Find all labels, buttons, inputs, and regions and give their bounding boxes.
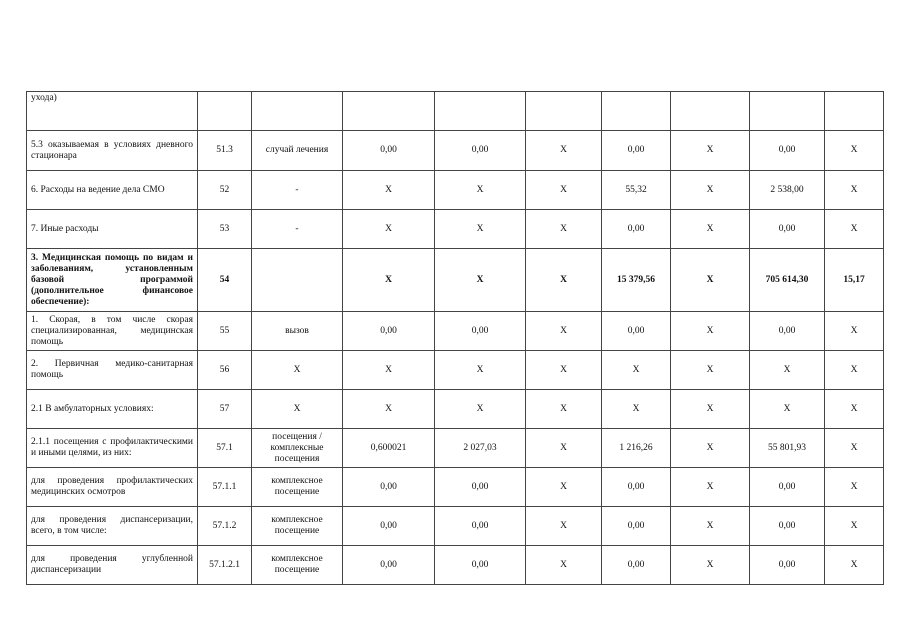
value-cell: 0,00 bbox=[602, 312, 671, 351]
row-number-cell: 56 bbox=[198, 351, 252, 390]
row-name-cell: для проведения углубленной диспансеризации bbox=[27, 546, 198, 585]
row-name-cell: 7. Иные расходы bbox=[27, 210, 198, 249]
value-cell: 2 027,03 bbox=[435, 429, 526, 468]
row-number-cell: 57.1.1 bbox=[198, 468, 252, 507]
value-cell: Х bbox=[671, 390, 750, 429]
value-cell: 0,00 bbox=[750, 546, 825, 585]
unit-cell: - bbox=[252, 210, 343, 249]
value-cell: Х bbox=[526, 351, 602, 390]
value-cell: Х bbox=[825, 468, 884, 507]
unit-cell: - bbox=[252, 171, 343, 210]
table-row bbox=[27, 312, 884, 351]
value-cell: 0,00 bbox=[750, 210, 825, 249]
value-cell: Х bbox=[671, 507, 750, 546]
table-row bbox=[27, 546, 884, 585]
value-cell: Х bbox=[671, 312, 750, 351]
row-name-cell: для проведения диспансеризации, всего, в том числе: bbox=[27, 507, 198, 546]
value-cell: Х bbox=[671, 210, 750, 249]
value-cell: Х bbox=[435, 351, 526, 390]
value-cell: 0,00 bbox=[602, 507, 671, 546]
value-cell: Х bbox=[602, 351, 671, 390]
table-row bbox=[27, 92, 884, 131]
value-cell: Х bbox=[526, 249, 602, 312]
value-cell: Х bbox=[750, 351, 825, 390]
row-number-cell: 57.1.2 bbox=[198, 507, 252, 546]
value-cell: Х bbox=[825, 507, 884, 546]
financing-table bbox=[26, 91, 884, 585]
value-cell bbox=[343, 92, 435, 131]
value-cell: Х bbox=[825, 131, 884, 171]
value-cell bbox=[526, 92, 602, 131]
value-cell: Х bbox=[343, 210, 435, 249]
value-cell bbox=[602, 92, 671, 131]
value-cell: 0,600021 bbox=[343, 429, 435, 468]
value-cell: 2 538,00 bbox=[750, 171, 825, 210]
value-cell: 0,00 bbox=[602, 210, 671, 249]
unit-cell: комплексное посещение bbox=[252, 507, 343, 546]
value-cell: Х bbox=[750, 390, 825, 429]
value-cell: Х bbox=[825, 171, 884, 210]
row-number-cell: 51.3 bbox=[198, 131, 252, 171]
unit-cell: посещения / комплексные посещения bbox=[252, 429, 343, 468]
row-name-cell: для проведения профилактических медицинских осмотров bbox=[27, 468, 198, 507]
value-cell: Х bbox=[671, 546, 750, 585]
value-cell: Х bbox=[526, 312, 602, 351]
row-number-cell: 52 bbox=[198, 171, 252, 210]
value-cell: Х bbox=[343, 390, 435, 429]
value-cell: Х bbox=[825, 546, 884, 585]
value-cell: Х bbox=[526, 429, 602, 468]
value-cell: Х bbox=[671, 429, 750, 468]
value-cell: Х bbox=[343, 249, 435, 312]
row-name-cell: 2.1 В амбулаторных условиях: bbox=[27, 390, 198, 429]
unit-cell bbox=[252, 249, 343, 312]
value-cell: 0,00 bbox=[750, 312, 825, 351]
unit-cell bbox=[252, 92, 343, 131]
row-number-cell: 54 bbox=[198, 249, 252, 312]
row-name-cell: 2.1.1 посещения с профилактическими и иными целями, из них: bbox=[27, 429, 198, 468]
value-cell: 0,00 bbox=[602, 468, 671, 507]
value-cell: Х bbox=[435, 171, 526, 210]
table-row bbox=[27, 507, 884, 546]
row-name-cell: 1. Скорая, в том числе скорая специализированная, медицинская помощь bbox=[27, 312, 198, 351]
table-row bbox=[27, 429, 884, 468]
value-cell bbox=[671, 92, 750, 131]
row-number-cell: 53 bbox=[198, 210, 252, 249]
value-cell: 0,00 bbox=[435, 312, 526, 351]
value-cell: 0,00 bbox=[602, 131, 671, 171]
value-cell: Х bbox=[526, 468, 602, 507]
value-cell: Х bbox=[825, 351, 884, 390]
value-cell: 0,00 bbox=[343, 546, 435, 585]
value-cell: Х bbox=[825, 312, 884, 351]
row-name-cell: 2. Первичная медико-санитарная помощь bbox=[27, 351, 198, 390]
unit-cell: Х bbox=[252, 351, 343, 390]
value-cell: 0,00 bbox=[435, 507, 526, 546]
value-cell: Х bbox=[526, 171, 602, 210]
unit-cell: вызов bbox=[252, 312, 343, 351]
table-row bbox=[27, 171, 884, 210]
table-row bbox=[27, 210, 884, 249]
value-cell: 55 801,93 bbox=[750, 429, 825, 468]
value-cell: 55,32 bbox=[602, 171, 671, 210]
table-row bbox=[27, 351, 884, 390]
value-cell: Х bbox=[526, 390, 602, 429]
value-cell: Х bbox=[343, 171, 435, 210]
value-cell: 0,00 bbox=[435, 546, 526, 585]
value-cell: Х bbox=[526, 210, 602, 249]
value-cell bbox=[825, 92, 884, 131]
value-cell: Х bbox=[671, 468, 750, 507]
row-name-cell: 6. Расходы на ведение дела СМО bbox=[27, 171, 198, 210]
document-page bbox=[26, 91, 884, 585]
value-cell: Х bbox=[602, 390, 671, 429]
value-cell: 0,00 bbox=[343, 507, 435, 546]
value-cell: 0,00 bbox=[435, 468, 526, 507]
value-cell: 0,00 bbox=[602, 546, 671, 585]
table-row bbox=[27, 390, 884, 429]
value-cell: Х bbox=[343, 351, 435, 390]
value-cell: Х bbox=[526, 507, 602, 546]
row-name-cell: ухода) bbox=[27, 92, 198, 131]
value-cell: 0,00 bbox=[750, 507, 825, 546]
value-cell: Х bbox=[435, 249, 526, 312]
value-cell: 15 379,56 bbox=[602, 249, 671, 312]
value-cell: Х bbox=[671, 249, 750, 312]
value-cell: 1 216,26 bbox=[602, 429, 671, 468]
row-number-cell bbox=[198, 92, 252, 131]
value-cell: Х bbox=[526, 131, 602, 171]
value-cell: Х bbox=[435, 390, 526, 429]
row-name-cell: 3. Медицинская помощь по видам и заболеваниям, установленным базовой программой (дополнительное финансовое обеспечение): bbox=[27, 249, 198, 312]
unit-cell: Х bbox=[252, 390, 343, 429]
unit-cell: случай лечения bbox=[252, 131, 343, 171]
row-number-cell: 57.1.2.1 bbox=[198, 546, 252, 585]
table-row bbox=[27, 131, 884, 171]
row-number-cell: 55 bbox=[198, 312, 252, 351]
table-row bbox=[27, 468, 884, 507]
value-cell: 0,00 bbox=[343, 131, 435, 171]
value-cell: 0,00 bbox=[435, 131, 526, 171]
value-cell: 0,00 bbox=[750, 131, 825, 171]
value-cell: 705 614,30 bbox=[750, 249, 825, 312]
value-cell: Х bbox=[526, 546, 602, 585]
value-cell: 0,00 bbox=[750, 468, 825, 507]
value-cell: 0,00 bbox=[343, 312, 435, 351]
value-cell: Х bbox=[825, 429, 884, 468]
value-cell: 15,17 bbox=[825, 249, 884, 312]
unit-cell: комплексное посещение bbox=[252, 546, 343, 585]
row-number-cell: 57 bbox=[198, 390, 252, 429]
row-number-cell: 57.1 bbox=[198, 429, 252, 468]
value-cell: Х bbox=[825, 390, 884, 429]
value-cell: 0,00 bbox=[343, 468, 435, 507]
value-cell: Х bbox=[671, 351, 750, 390]
value-cell: Х bbox=[435, 210, 526, 249]
unit-cell: комплексное посещение bbox=[252, 468, 343, 507]
value-cell: Х bbox=[671, 171, 750, 210]
table-row bbox=[27, 249, 884, 312]
value-cell: Х bbox=[825, 210, 884, 249]
row-name-cell: 5.3 оказываемая в условиях дневного стационара bbox=[27, 131, 198, 171]
value-cell bbox=[435, 92, 526, 131]
value-cell: Х bbox=[671, 131, 750, 171]
value-cell bbox=[750, 92, 825, 131]
